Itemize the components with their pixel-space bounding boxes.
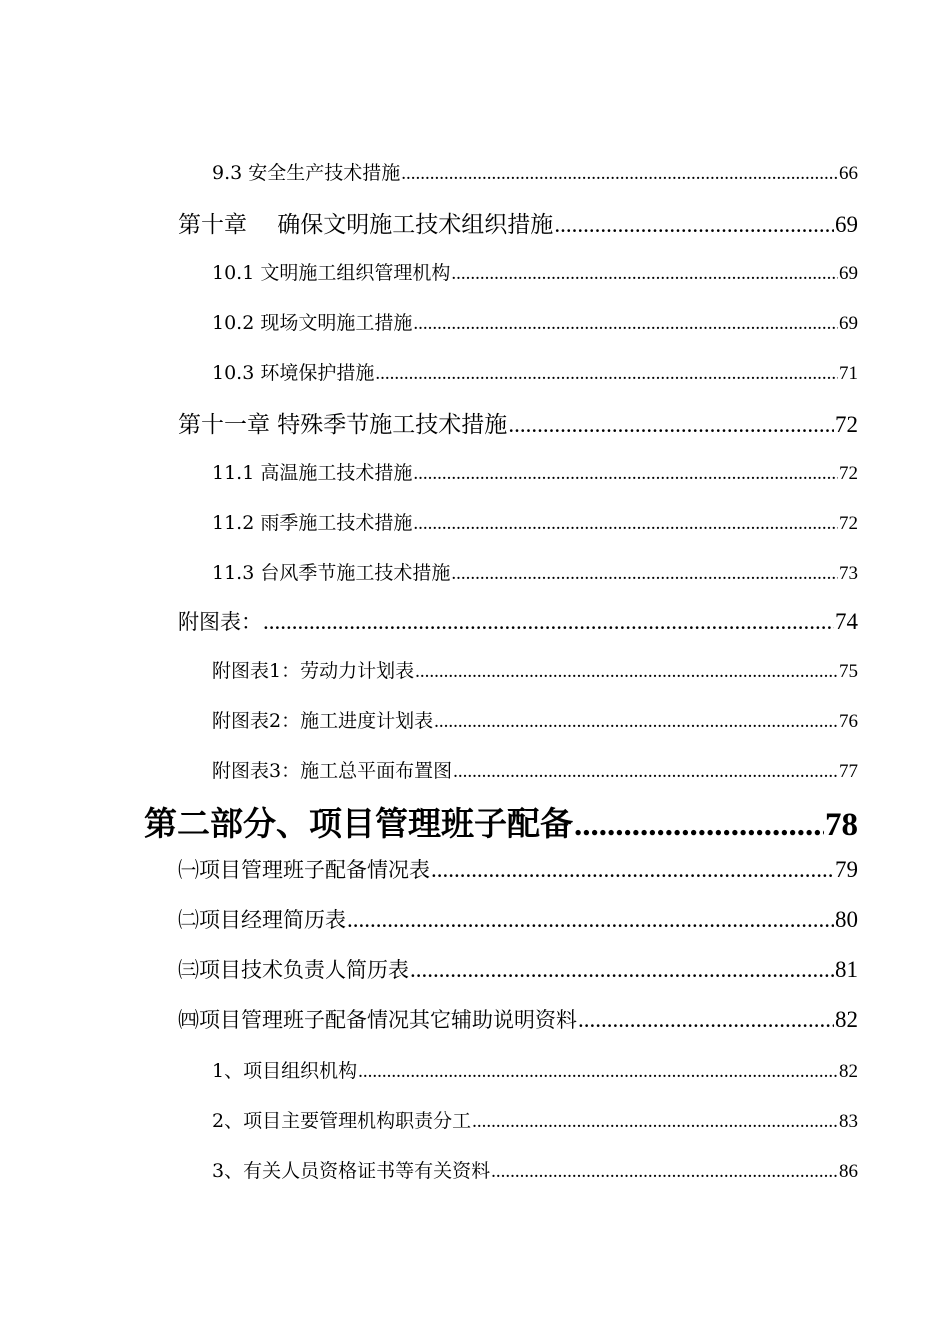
toc-entry-section-1[interactable] xyxy=(178,854,858,886)
toc-entry-label: 第十章 确保文明施工技术组织措施 xyxy=(178,212,554,238)
toc-page-number: 76 xyxy=(839,711,858,732)
toc-page-number: 81 xyxy=(835,957,858,982)
toc-entry-label: ㈠项目管理班子配备情况表 xyxy=(178,858,430,882)
toc-page-number: 77 xyxy=(839,761,858,782)
toc-entry-section-2[interactable] xyxy=(178,904,858,936)
toc-page-number: 69 xyxy=(839,263,858,284)
toc-page-number: 75 xyxy=(839,661,858,682)
toc-leader-dots xyxy=(434,711,838,733)
toc-entry-label: ㈢项目技术负责人简历表 xyxy=(178,958,409,982)
toc-entry-label: 附图表： xyxy=(178,610,262,634)
toc-entry-label: 第二部分、项目管理班子配备 xyxy=(144,804,573,843)
toc-page-number: 79 xyxy=(835,857,858,882)
toc-page-number: 74 xyxy=(835,609,858,634)
toc-entry-label: 11.1 高温施工技术措施 xyxy=(212,462,413,484)
toc-page-number: 66 xyxy=(839,163,858,184)
toc-entry-11-1[interactable] xyxy=(212,458,858,486)
toc-leader-dots xyxy=(431,857,834,883)
toc-leader-dots xyxy=(401,163,838,185)
toc-entry-label: 10.1 文明施工组织管理机构 xyxy=(212,262,451,284)
toc-page-number: 69 xyxy=(839,313,858,334)
toc-entry-label: ㈣项目管理班子配备情况其它辅助说明资料 xyxy=(178,1008,577,1032)
toc-entry-appendix-1[interactable] xyxy=(212,656,858,684)
toc-entry-10-1[interactable] xyxy=(212,258,858,286)
toc-entry-subsection-2[interactable] xyxy=(212,1106,858,1134)
toc-leader-dots xyxy=(453,761,838,783)
toc-page-number: 72 xyxy=(839,513,858,534)
toc-leader-dots xyxy=(554,212,834,238)
toc-entry-label: 10.2 现场文明施工措施 xyxy=(212,312,413,334)
toc-entry-section-4[interactable] xyxy=(178,1004,858,1036)
toc-entry-part-2[interactable] xyxy=(144,798,858,842)
toc-leader-dots xyxy=(491,1161,838,1183)
toc-page-number: 86 xyxy=(839,1161,858,1182)
toc-entry-label: 9.3 安全生产技术措施 xyxy=(212,162,401,184)
toc-entry-label: 2、项目主要管理机构职责分工 xyxy=(212,1110,472,1132)
toc-entry-label: 10.3 环境保护措施 xyxy=(212,362,375,384)
toc-entry-chapter-11[interactable] xyxy=(178,406,858,438)
toc-entry-9-3[interactable] xyxy=(212,158,858,186)
toc-leader-dots xyxy=(347,907,834,933)
toc-page-number: 78 xyxy=(825,807,858,843)
toc-entry-appendix-3[interactable] xyxy=(212,756,858,784)
toc-entry-label: 1、项目组织机构 xyxy=(212,1060,358,1082)
toc-page-number: 72 xyxy=(835,412,858,437)
toc-page-number: 80 xyxy=(835,907,858,932)
toc-leader-dots xyxy=(358,1061,838,1083)
toc-entry-chapter-10[interactable] xyxy=(178,206,858,238)
toc-entry-appendix-2[interactable] xyxy=(212,706,858,734)
toc-entry-11-2[interactable] xyxy=(212,508,858,536)
toc-leader-dots xyxy=(578,1007,834,1033)
toc-page-number: 69 xyxy=(835,212,858,237)
toc-entry-appendix[interactable] xyxy=(178,606,858,638)
toc-leader-dots xyxy=(451,563,838,585)
toc-leader-dots xyxy=(508,412,834,438)
toc-entry-label: 11.2 雨季施工技术措施 xyxy=(212,512,413,534)
toc-entry-label: 附图表3：施工总平面布置图 xyxy=(212,760,453,782)
toc-page-number: 73 xyxy=(839,563,858,584)
toc-leader-dots xyxy=(413,313,838,335)
toc-entry-subsection-1[interactable] xyxy=(212,1056,858,1084)
toc-leader-dots xyxy=(574,807,824,844)
toc-entry-11-3[interactable] xyxy=(212,558,858,586)
toc-leader-dots xyxy=(413,463,838,485)
toc-entry-10-3[interactable] xyxy=(212,358,858,386)
toc-leader-dots xyxy=(410,957,834,983)
toc-entry-label: 11.3 台风季节施工技术措施 xyxy=(212,562,451,584)
toc-entry-label: 第十一章 特殊季节施工技术措施 xyxy=(178,412,508,438)
toc-leader-dots xyxy=(451,263,838,285)
toc-leader-dots xyxy=(263,609,834,635)
toc-entry-label: 附图表2：施工进度计划表 xyxy=(212,710,434,732)
toc-entry-10-2[interactable] xyxy=(212,308,858,336)
toc-page-number: 83 xyxy=(839,1111,858,1132)
toc-page-number: 82 xyxy=(835,1007,858,1032)
toc-page-number: 82 xyxy=(839,1061,858,1082)
toc-leader-dots xyxy=(472,1111,838,1133)
toc-entry-label: 附图表1：劳动力计划表 xyxy=(212,660,415,682)
toc-entry-label: 3、有关人员资格证书等有关资料 xyxy=(212,1160,491,1182)
toc-leader-dots xyxy=(413,513,838,535)
toc-page-number: 71 xyxy=(839,363,858,384)
toc-entry-label: ㈡项目经理简历表 xyxy=(178,908,346,932)
toc-entry-subsection-3[interactable] xyxy=(212,1156,858,1184)
toc-leader-dots xyxy=(375,363,838,385)
toc-entry-section-3[interactable] xyxy=(178,954,858,986)
toc-page-number: 72 xyxy=(839,463,858,484)
toc-leader-dots xyxy=(415,661,838,683)
